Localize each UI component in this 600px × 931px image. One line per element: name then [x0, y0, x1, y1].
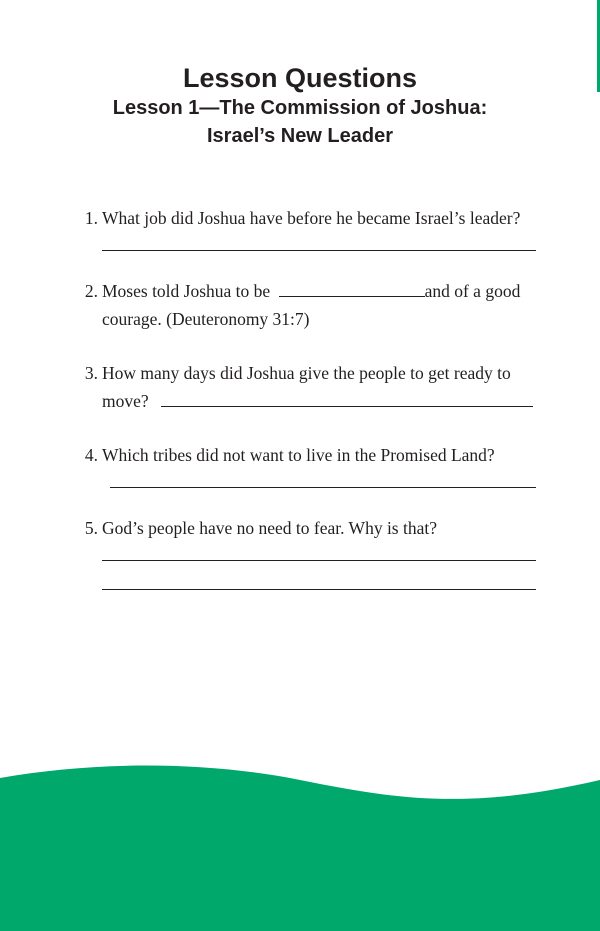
question-3 [76, 359, 536, 415]
question-number: 3. [84, 363, 98, 383]
question-text: What job did Joshua have before he became Israel’s leader? [102, 208, 521, 228]
answer-line[interactable] [110, 471, 536, 488]
question-number: 5. [84, 518, 98, 538]
answer-line-2[interactable] [102, 573, 536, 590]
question-text: God’s people have no need to fear. Why is that? [102, 518, 437, 538]
question-text: How many days did Joshua give the people to get ready to [102, 363, 511, 383]
green-wave-footer [0, 760, 600, 931]
question-4 [76, 441, 536, 488]
question-list [76, 204, 536, 616]
answer-line[interactable] [102, 234, 536, 251]
question-text-after: and of a good [424, 281, 521, 301]
question-number: 2. [84, 281, 98, 301]
answer-line[interactable] [161, 388, 533, 407]
page-title: Lesson Questions [182, 63, 418, 93]
question-5 [76, 514, 536, 590]
question-text-before: Moses told Joshua to be [102, 281, 271, 301]
question-number: 1. [84, 208, 98, 228]
answer-line-1[interactable] [102, 544, 536, 561]
question-text-line-2: move? [102, 391, 149, 411]
question-text-line-2: courage. (Deuteronomy 31:7) [102, 309, 310, 329]
question-2 [76, 277, 536, 333]
question-number: 4. [84, 445, 98, 465]
lesson-subtitle-line-1: Lesson 1—The Commission of Joshua: [112, 97, 488, 119]
question-text: Which tribes did not want to live in the Promised Land? [102, 445, 495, 465]
wave-shape [0, 766, 600, 931]
question-1 [76, 204, 536, 251]
fill-in-blank[interactable] [279, 278, 425, 297]
lesson-subtitle-line-2: Israel’s New Leader [206, 125, 394, 147]
page-header [0, 62, 600, 150]
